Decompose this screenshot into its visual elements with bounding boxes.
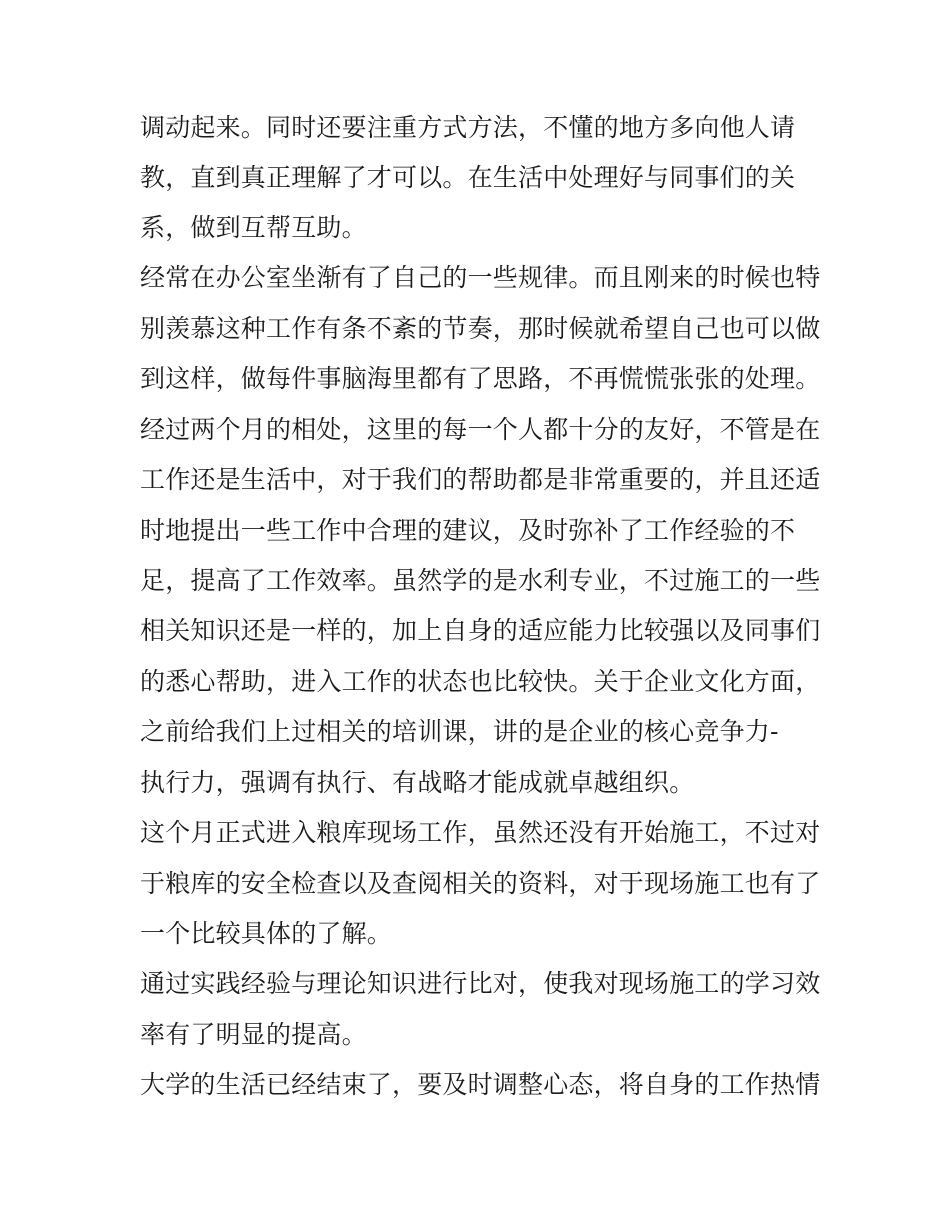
text-line-11: 相关知识还是一样的，加上自身的适应能力比较强以及同事们 [140,616,821,645]
text-line-5: 别羡慕这种工作有条不紊的节奏，那时候就希望自己也可以做 [140,314,821,343]
text-line-13: 之前给我们上过相关的培训课，讲的是企业的核心竞争力- [140,717,779,746]
text-line-9: 时地提出一些工作中合理的建议，及时弥补了工作经验的不 [140,516,796,545]
text-line-4: 经常在办公室坐渐有了自己的一些规律。而且刚来的时候也特 [140,263,821,292]
text-line-20: 大学的生活已经结束了，要及时调整心态，将自身的工作热情 [140,1070,821,1099]
text-line-18: 通过实践经验与理论知识进行比对，使我对现场施工的学习效 [140,969,821,998]
text-line-17: 一个比较具体的了解。 [140,919,393,948]
text-line-12: 的悉心帮助，进入工作的状态也比较快。关于企业文化方面， [140,667,821,696]
text-line-19: 率有了明显的提高。 [140,1020,367,1049]
text-line-16: 于粮库的安全检查以及查阅相关的资料，对于现场施工也有了 [140,869,821,898]
text-line-7: 经过两个月的相处，这里的每一个人都十分的友好，不管是在 [140,415,821,444]
text-line-10: 足，提高了工作效率。虽然学的是水利专业，不过施工的一些 [140,566,821,595]
text-line-1: 调动起来。同时还要注重方式方法，不懂的地方多向他人请 [140,113,796,142]
text-line-15: 这个月正式进入粮库现场工作，虽然还没有开始施工，不过对 [140,818,821,847]
text-line-2: 教，直到真正理解了才可以。在生活中处理好与同事们的关 [140,163,796,192]
text-line-6: 到这样，做每件事脑海里都有了思路，不再慌慌张张的处理。 [140,364,821,393]
text-line-8: 工作还是生活中，对于我们的帮助都是非常重要的，并且还适 [140,465,821,494]
text-line-14: 执行力，强调有执行、有战略才能成就卓越组织。 [140,768,695,797]
text-line-3: 系，做到互帮互助。 [140,213,367,242]
